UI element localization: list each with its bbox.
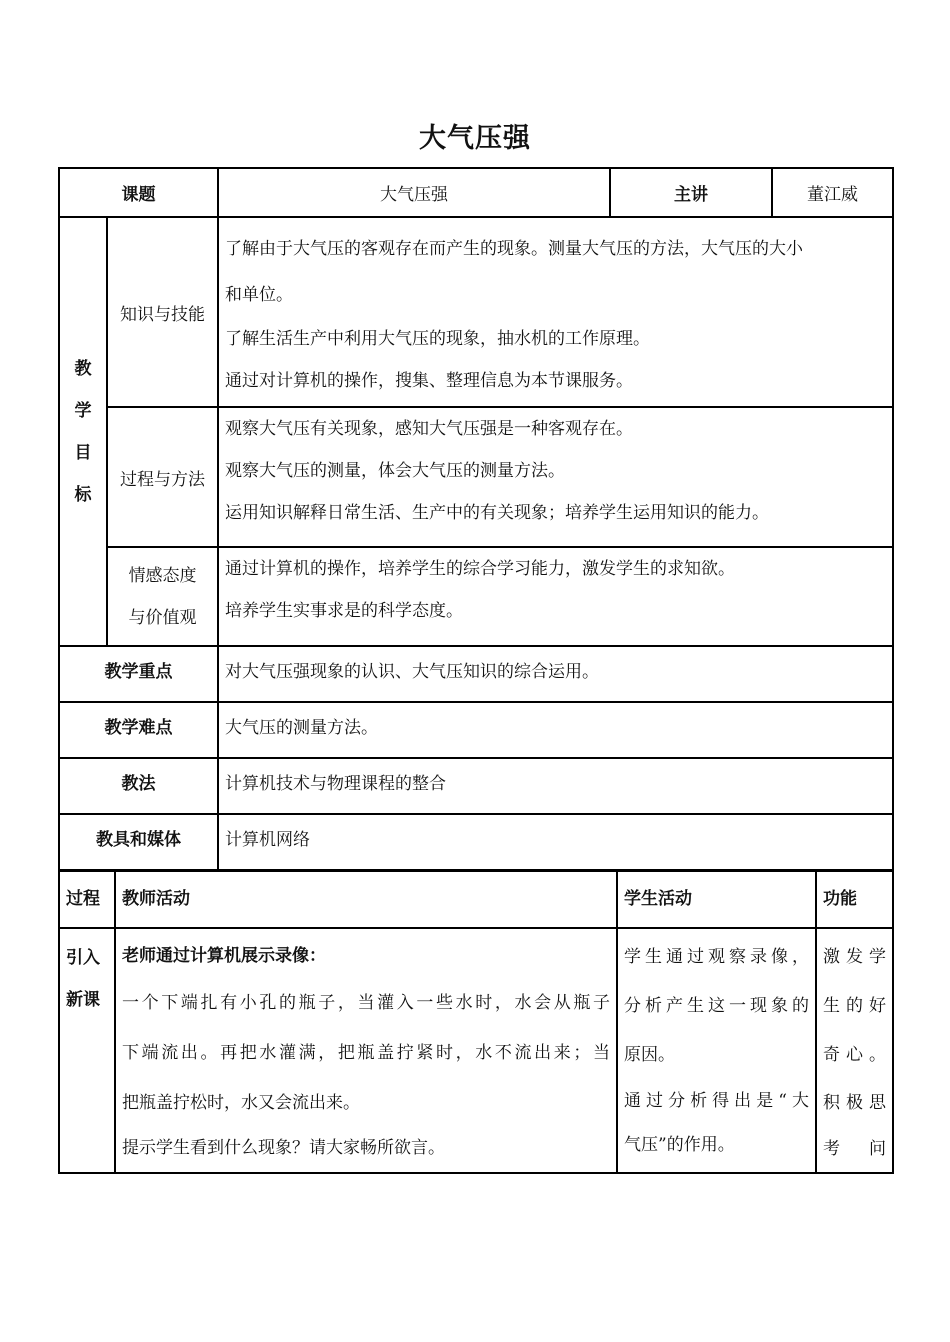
lecturer-value: 董江威 — [772, 168, 893, 217]
objectives-label-char: 标 — [74, 484, 92, 505]
difficulty-label: 教学难点 — [59, 702, 218, 758]
key-point-label: 教学重点 — [59, 646, 218, 702]
knowledge-content — [218, 217, 893, 407]
page-title: 大气压强 — [419, 123, 531, 154]
emotion-content — [218, 547, 893, 646]
knowledge-line: 和单位。 — [225, 285, 293, 305]
teacher-activity-header: 教师活动 — [115, 871, 617, 928]
student-line: 分析产生这一现象的 — [624, 996, 809, 1016]
teacher-activity-cell — [115, 928, 617, 1173]
student-line: 通过分析得出是“大 — [624, 1091, 809, 1111]
objectives-label-char: 目 — [74, 442, 92, 463]
function-line: 奇心。 — [823, 1045, 886, 1065]
lecturer-label: 主讲 — [610, 168, 772, 217]
stage-line: 新课 — [66, 990, 100, 1010]
process-method-label: 过程与方法 — [107, 407, 218, 547]
method-value: 计算机技术与物理课程的整合 — [218, 758, 893, 814]
emotion-line: 通过计算机的操作，培养学生的综合学习能力，激发学生的求知欲。 — [225, 559, 735, 579]
process-method-line: 观察大气压有关现象，感知大气压强是一种客观存在。 — [225, 419, 633, 439]
teacher-line: 下端流出。再把水灌满，把瓶盖拧紧时，水不流出来；当 — [122, 1043, 610, 1063]
stage-cell — [59, 928, 115, 1173]
topic-label: 课题 — [59, 168, 218, 217]
teacher-line: 提示学生看到什么现象？请大家畅所欲言。 — [122, 1138, 445, 1158]
media-value: 计算机网络 — [218, 814, 893, 870]
process-method-line: 观察大气压的测量，体会大气压的测量方法。 — [225, 461, 565, 481]
function-line: 激发学 — [823, 947, 886, 967]
student-line: 原因。 — [624, 1045, 675, 1065]
function-header: 功能 — [816, 871, 893, 928]
emotion-label — [107, 547, 218, 646]
teacher-line: 一个下端扎有小孔的瓶子，当灌入一些水时，水会从瓶子 — [122, 993, 610, 1013]
emotion-label-line: 情感态度 — [128, 565, 197, 586]
knowledge-line: 了解生活生产中利用大气压的现象，抽水机的工作原理。 — [225, 329, 650, 349]
objectives-label — [59, 217, 107, 646]
objectives-label-char: 教 — [74, 358, 92, 379]
media-label: 教具和媒体 — [59, 814, 218, 870]
objectives-label-char: 学 — [74, 400, 92, 421]
student-line: 学生通过观察录像， — [624, 947, 809, 967]
emotion-line: 培养学生实事求是的科学态度。 — [225, 601, 463, 621]
emotion-label-line: 与价值观 — [128, 607, 197, 628]
function-line: 生的好 — [823, 996, 886, 1016]
difficulty-value: 大气压的测量方法。 — [218, 702, 893, 758]
function-line: 积极思 — [823, 1093, 886, 1113]
knowledge-line: 通过对计算机的操作，搜集、整理信息为本节课服务。 — [225, 371, 633, 391]
function-line: 考 问 — [823, 1139, 886, 1159]
process-method-content — [218, 407, 893, 547]
student-line: 气压”的作用。 — [624, 1135, 735, 1155]
teacher-heading: 老师通过计算机展示录像： — [122, 946, 326, 966]
key-point-value: 对大气压强现象的认识、大气压知识的综合运用。 — [218, 646, 893, 702]
teacher-line: 把瓶盖拧松时，水又会流出来。 — [122, 1093, 360, 1113]
stage-line: 引入 — [66, 948, 100, 968]
knowledge-line: 了解由于大气压的客观存在而产生的现象。测量大气压的方法，大气压的大小 — [225, 239, 803, 259]
process-table — [58, 870, 894, 1174]
topic-value: 大气压强 — [218, 168, 610, 217]
process-method-line: 运用知识解释日常生活、生产中的有关现象；培养学生运用知识的能力。 — [225, 503, 769, 523]
student-activity-cell — [617, 928, 816, 1173]
student-activity-header: 学生活动 — [617, 871, 816, 928]
method-label: 教法 — [59, 758, 218, 814]
stage-header: 过程 — [59, 871, 115, 928]
knowledge-label: 知识与技能 — [107, 217, 218, 407]
lesson-plan-table — [58, 167, 894, 871]
function-cell — [816, 928, 893, 1173]
